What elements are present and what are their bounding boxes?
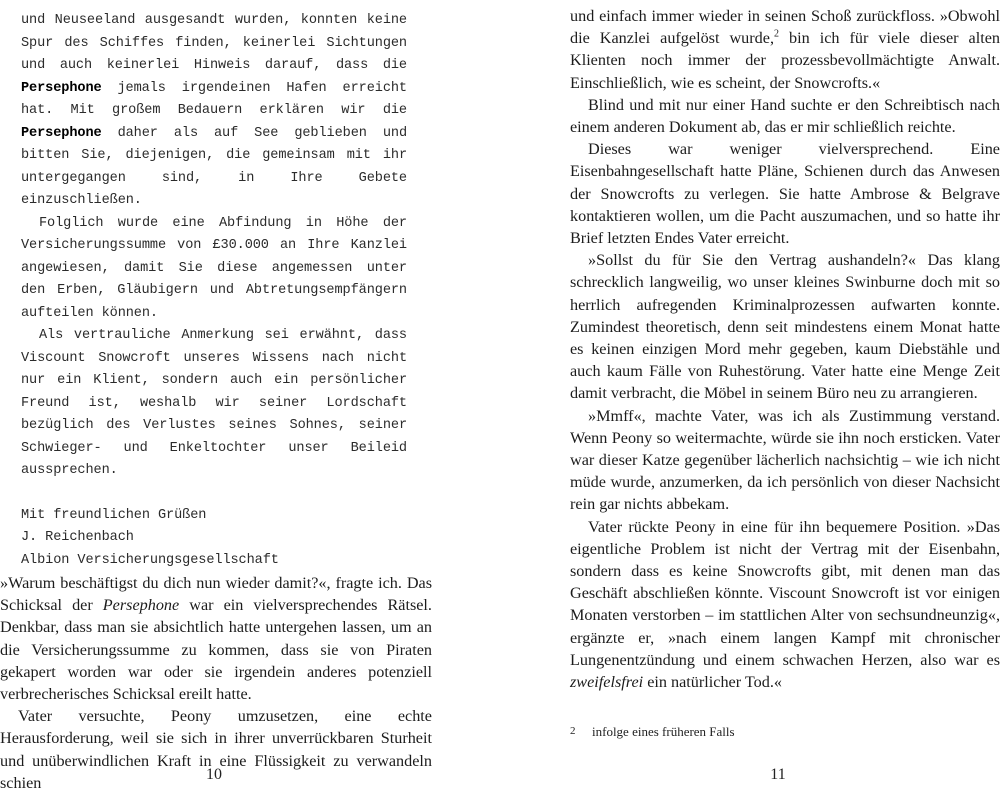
text-run: und einfach immer wieder in seinen Schoß zurückfloss. »Obwohl die Kanzlei aufgelöst wurde,: [570, 7, 1000, 48]
footnote-number: 2: [570, 725, 576, 737]
footnote-ref: 2: [774, 28, 779, 40]
paragraph: [21, 10, 407, 213]
text-run: daher als auf See geblieben und bitten Sie, diejenigen, die gemeinsam mit ihr untergegangen sind, in Ihre Gebete einzuschließen.: [21, 125, 407, 208]
left-page-body-text: [0, 572, 432, 794]
text-run: jemals irgendeinen Hafen erreicht hat. Mit großem Bedauern erklären wir die: [21, 80, 407, 118]
letter-closing: Mit freundlichen Grüßen: [21, 507, 207, 523]
book-gutter: [478, 0, 522, 800]
page-number-right: 11: [770, 766, 786, 783]
bold-text: Persephone: [21, 125, 102, 141]
page-number-left: 10: [206, 766, 222, 783]
bold-text: Persephone: [21, 80, 102, 96]
paragraph: [570, 405, 1000, 516]
text-run: »Warum beschäftigst du dich nun wieder damit?«, fragte ich. Das Schicksal der: [0, 574, 432, 615]
text-run: ein natürlicher Tod.«: [643, 673, 782, 692]
text-run: bin ich für viele dieser alten Klienten noch immer der prozessbevollmächtigte Anwalt. Einschließlich, wie es scheint, der Snowcrofts.«: [570, 29, 1000, 92]
paragraph: [570, 5, 1000, 94]
text-run: und Neuseeland ausgesandt wurden, konnten keine Spur des Schiffes finden, keinerlei Sichtungen und auch keinerlei Hinweis darauf, dass die: [21, 13, 407, 73]
left-page: [0, 0, 438, 800]
letter-company: Albion Versicherungsgesellschaft: [21, 552, 279, 568]
text-run: Vater versuchte, Peony umzusetzen, eine echte Herausforderung, weil sie sich in ihrer unverrückbaren Sturheit und unüberwindlichen Kraft in eine Flüssigkeit zu verwandeln schien: [0, 707, 432, 792]
text-run: Folglich wurde eine Abfindung in Höhe der Versicherungssumme von £30.000 an Ihre Kanzlei angewiesen, damit Sie diese angemessen unter den Erben, Gläubigern und Abtretungsempfängern aufteilen können.: [21, 215, 407, 321]
letter-body: [21, 10, 407, 483]
paragraph: [570, 94, 1000, 138]
letter-signer: J. Reichenbach: [21, 530, 134, 545]
italic-text: Persephone: [102, 596, 180, 615]
right-page: [562, 0, 1000, 800]
insurance-letter: [21, 10, 407, 572]
paragraph: [21, 213, 407, 326]
text-run: Vater rückte Peony in eine für ihn bequemere Position. »Das eigentliche Problem ist nicht der Vertrag mit der Eisenbahn, sondern dass es keine Snowcrofts gibt, mit denen man das Geschäft abschließen könnte. Viscount Snowcroft ist vor einigen Monaten verstorben – im stattlichen Alter von sechsundneunzig«, ergänzte er, »nach einem langen Kampf mit chronischer Lungenentzündung und einem schwachen Herzen, also war es: [570, 517, 1000, 669]
paragraph: [21, 325, 407, 483]
text-run: Blind und mit nur einer Hand suchte er den Schreibtisch nach einem anderen Dokument ab, das er mir schließlich reichte.: [570, 95, 1000, 137]
paragraph: [570, 249, 1000, 404]
italic-text: zweifelsfrei: [570, 673, 644, 692]
paragraph: [570, 138, 1000, 249]
text-run: »Mmff«, machte Vater, was ich als Zustimmung verstand. Wenn Peony so weitermachte, würde sie ihn noch ersticken. Vater war dieser Katze gegenüber lächerlich nachsichtig – wie ich nicht müde wurde, anzumerken, da ich persönlich von dieser Nachsicht rein gar nichts abbekam.: [570, 406, 1000, 514]
paragraph: [570, 516, 1000, 694]
footnote: [570, 724, 990, 740]
paragraph: [0, 572, 432, 705]
text-run: war ein vielversprechendes Rätsel. Denkbar, dass man sie absichtlich hatte untergehen lassen, um an die Versicherungssumme zu kommen, dass sie von Piraten gekapert worden war oder sie irgendein anderes potenziell verbrecherisches Schicksal ereilt hatte.: [0, 596, 432, 704]
text-run: Als vertrauliche Anmerkung sei erwähnt, dass Viscount Snowcroft unseres Wissens nach nicht nur ein Klient, sondern auch ein persönlicher Freund ist, weshalb wir seiner Lordschaft bezüglich des Verlustes seines Sohnes, seiner Schwieger- und Enkeltochter unser Beileid aussprechen.: [21, 328, 407, 478]
right-page-body-text: [570, 5, 1000, 693]
letter-spacer: [21, 483, 407, 505]
footnote-text: infolge eines früheren Falls: [592, 724, 735, 739]
text-run: »Sollst du für Sie den Vertrag aushandeln?« Das klang schrecklich langweilig, wo unser kleines Swinburne doch mit so herrlich aufregenden Kriminalprozessen aufwarten konnte. Zumindest theoretisch, denn seit mindestens einem Monat hatte es keinen einzigen Mord mehr gegeben, kaum Diebstähle und auch kaum Fälle von Ruhestörung. Vater hatte eine Menge Zeit damit verbracht, die Möbel in seinem Büro neu zu arrangieren.: [570, 251, 1000, 403]
text-run: Dieses war weniger vielversprechend. Eine Eisenbahngesellschaft hatte Pläne, Schienen durch das Anwesen der Snowcrofts zu verlegen. Sie hatte Ambrose & Belgrave kontaktieren wollen, um die Pacht auszumachen, und so hatte ihr Brief letzten Endes Vater erreicht.: [570, 140, 1000, 248]
